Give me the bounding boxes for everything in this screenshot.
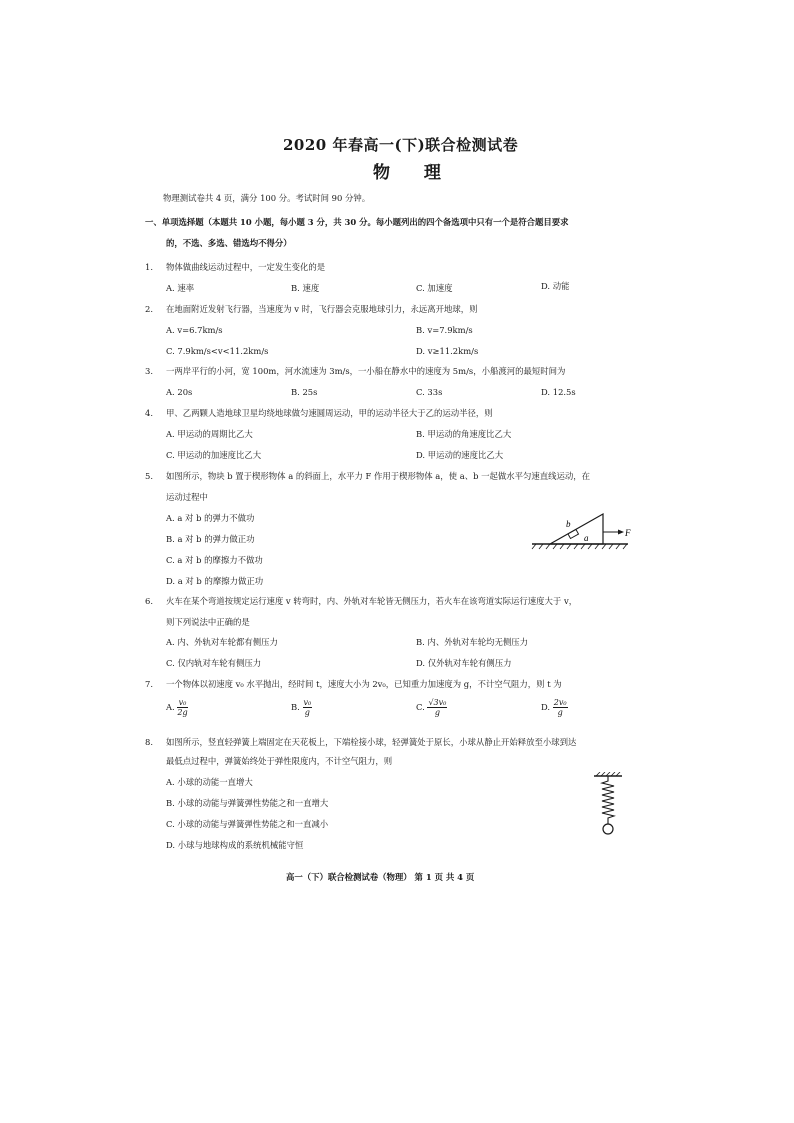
ground-hatching [532, 544, 627, 549]
q7-stem: 一个物体以初速度 v₀ 水平抛出，经时间 t，速度大小为 2v₀，已知重力加速度为 g，不计空气阻力，则 t 为 [166, 679, 562, 689]
q4-option-b: B. 甲运动的角速度比乙大 [416, 429, 512, 439]
q3-option-c: C. 33s [416, 387, 443, 397]
ball [603, 824, 613, 834]
q7-option-d: D. $\frac{\text{2v₀}}{g}$ [541, 698, 567, 717]
q8-stem: 如图所示，竖直轻弹簧上端固定在天花板上，下端栓接小球，轻弹簧处于原长，小球从静止开始释放至小球到达 [166, 737, 577, 747]
spring-figure [592, 772, 624, 838]
q2-option-d: D. v≥11.2km/s [416, 346, 479, 356]
q7-option-b: B. $\frac{\text{v₀}}{g}$ [291, 698, 312, 717]
q5-option-a: A. a 对 b 的弹力不做功 [166, 513, 255, 523]
section-heading: 一、单项选择题（本题共 10 小题，每小题 3 分，共 30 分。每小题列出的四个备选项中只有一个是符合题目要求 [145, 217, 569, 227]
q2-option-a: A. v=6.7km/s [166, 325, 223, 335]
q1-option-b: B. 速度 [291, 283, 320, 293]
q8-option-c: C. 小球的动能与弹簧弹性势能之和一直减小 [166, 819, 329, 829]
q2-stem: 在地面附近发射飞行器，当速度为 v 时，飞行器会克服地球引力，永远离开地球，则 [166, 304, 478, 314]
q4-stem: 甲、乙两颗人造地球卫星均绕地球做匀速圆周运动，甲的运动半径大于乙的运动半径，则 [166, 408, 493, 418]
subject-title: 物 理 [373, 163, 455, 183]
wedge-a [550, 514, 603, 544]
q8-option-a: A. 小球的动能一直增大 [166, 777, 253, 787]
exam-intro: 物理测试卷共 4 页，满分 100 分。考试时间 90 分钟。 [163, 193, 371, 203]
q6-option-a: A. 内、外轨对车轮都有侧压力 [166, 637, 278, 647]
q6-number: 6. [145, 596, 153, 606]
section-heading-cont: 的，不选、多选、错选均不得分） [166, 238, 292, 248]
page-footer: 高一（下）联合检测试卷（物理） 第 1 页 共 4 页 [286, 872, 475, 882]
q4-option-d: D. 甲运动的速度比乙大 [416, 450, 504, 460]
block-b [568, 530, 579, 539]
q5-number: 5. [145, 471, 153, 481]
q6-stem: 火车在某个弯道按规定运行速度 v 转弯时，内、外轨对车轮皆无侧压力，若火车在该弯道实际运行速度大于 v， [166, 596, 578, 606]
exam-title: 2020 年春高一(下)联合检测试卷 [283, 136, 519, 154]
q5-option-b: B. a 对 b 的弹力做正功 [166, 534, 255, 544]
q6-option-b: B. 内、外轨对车轮均无侧压力 [416, 637, 528, 647]
q2-number: 2. [145, 304, 153, 314]
q8-stem-cont: 最低点过程中，弹簧始终处于弹性限度内，不计空气阻力，则 [166, 756, 393, 766]
spring-coil [602, 776, 614, 824]
q7-option-a: A. $\frac{\text{v₀}}{2g}$ [166, 698, 188, 717]
q8-option-d: D. 小球与地球构成的系统机械能守恒 [166, 840, 304, 850]
label-a: a [584, 533, 589, 543]
q1-stem: 物体做曲线运动过程中，一定发生变化的是 [166, 262, 326, 272]
q3-option-d: D. 12.5s [541, 387, 576, 397]
q8-number: 8. [145, 737, 153, 747]
q7-option-c: C. $\frac{\text{√3v₀}}{g}$ [416, 698, 447, 717]
q2-option-c: C. 7.9km/s<v<11.2km/s [166, 346, 269, 356]
label-b: b [566, 519, 571, 529]
q3-option-a: A. 20s [166, 387, 193, 397]
q3-stem: 一两岸平行的小河，宽 100m，河水流速为 3m/s，一小船在静水中的速度为 5m/s，小船渡河的最短时间为 [166, 366, 566, 376]
q2-option-b: B. v=7.9km/s [416, 325, 473, 335]
q5-stem: 如图所示，物块 b 置于楔形物体 a 的斜面上，水平力 F 作用于楔形物体 a，使 a、b 一起做水平匀速直线运动，在 [166, 471, 590, 481]
q1-option-d: D. 动能 [541, 281, 570, 291]
q7-number: 7. [145, 679, 153, 689]
q3-option-b: B. 25s [291, 387, 318, 397]
q1-option-a: A. 速率 [166, 283, 195, 293]
q6-option-c: C. 仅内轨对车轮有侧压力 [166, 658, 262, 668]
wedge-figure [528, 508, 640, 552]
q6-option-d: D. 仅外轨对车轮有侧压力 [416, 658, 512, 668]
q8-option-b: B. 小球的动能与弹簧弹性势能之和一直增大 [166, 798, 329, 808]
q3-number: 3. [145, 366, 153, 376]
q4-number: 4. [145, 408, 153, 418]
q5-option-d: D. a 对 b 的摩擦力做正功 [166, 576, 264, 586]
q6-stem-cont: 则下列说法中正确的是 [166, 617, 250, 627]
q1-number: 1. [145, 262, 153, 272]
force-arrowhead [618, 530, 624, 535]
q5-option-c: C. a 对 b 的摩擦力不做功 [166, 555, 263, 565]
q4-option-a: A. 甲运动的周期比乙大 [166, 429, 253, 439]
q5-stem-cont: 运动过程中 [166, 492, 208, 502]
q4-option-c: C. 甲运动的加速度比乙大 [166, 450, 262, 460]
q1-option-c: C. 加速度 [416, 283, 453, 293]
label-F: F [625, 528, 631, 538]
